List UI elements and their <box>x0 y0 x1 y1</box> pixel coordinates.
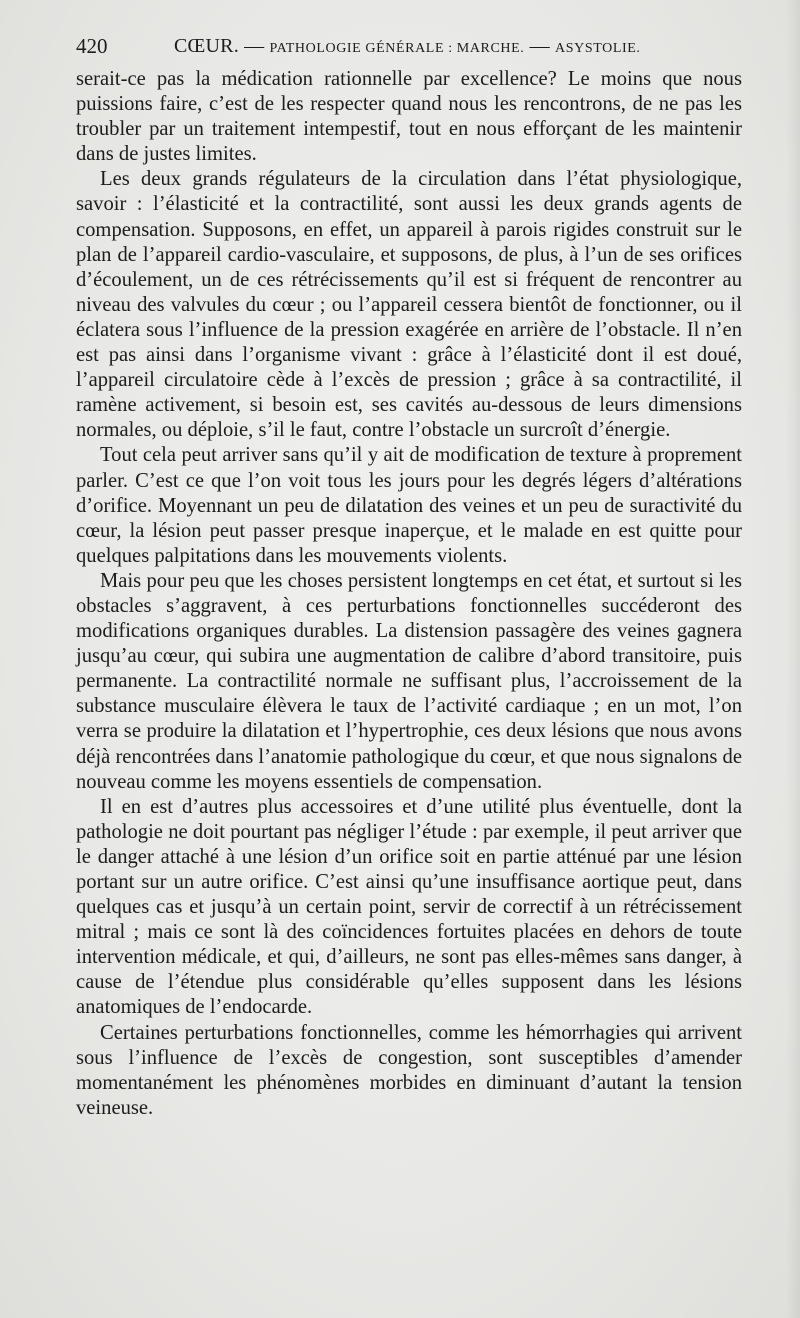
title-topic: ASYSTOLIE. <box>555 41 641 56</box>
body-text <box>76 67 742 1121</box>
paragraph: Certaines perturbations fonctionnelles, comme les hémorrhagies qui arrivent sous l’influence de l’excès de congestion, sont susceptibles d’amender momentanément les phénomènes morbides en diminuant d’autant la tension veineuse. <box>76 1021 742 1119</box>
paragraph: Tout cela peut arriver sans qu’il y ait de modification de texture à proprement parler. C’est ce que l’on voit tous les jours pour les degrés légers d’altérations d’orifice. Moyennant un peu de dilatation des veines et un peu de suractivité du cœur, la lésion peut passer presque inaperçue, et le malade en est quitte pour quelques palpitations dans les mouvements violents. <box>76 444 742 567</box>
title-section: PATHOLOGIE GÉNÉRALE : MARCHE. <box>269 41 525 56</box>
page-edge-shadow <box>786 0 800 1318</box>
title-separator: — <box>238 35 270 57</box>
paragraph: Mais pour peu que les choses persistent longtemps en cet état, et surtout si les obstacles s’aggravent, à ces perturbations fonctionnelles succéderont des modifications organiques durables. La distension passagère des veines gagnera jusqu’au cœur, qui subira une augmentation de calibre d’abord transitoire, puis permanente. La contractilité normale ne suffisant plus, l’accroissement de la substance musculaire élèvera le taux de l’activité cardiaque ; en un mot, l’on verra se produire la dilatation et l’hypertrophie, ces deux lésions que nous avons déjà rencontrées dans l’anatomie pathologique du cœur, et que nous signalons de nouveau comme les moyens essentiels de compensation. <box>76 569 742 793</box>
paragraph-continued: serait-ce pas la médication rationnelle par excellence? Le moins que nous puissions faire, c’est de les respecter quand nous les rencontrons, de ne pas les troubler par un traitement intempestif, tout en nous efforçant de les maintenir dans de justes limites. <box>76 68 742 166</box>
title-separator: — <box>524 35 556 57</box>
page-number: 420 <box>76 34 108 58</box>
title-main: CŒUR. <box>174 35 239 57</box>
paragraph: Les deux grands régulateurs de la circulation dans l’état physiologique, savoir : l’élasticité et la contractilité, sont aussi les deux grands agents de compensation. Supposons, en effet, un appareil à parois rigides construit sur le plan de l’appareil cardio-vasculaire, et supposons, de plus, à l’un de ses orifices d’écoulement, un de ces rétrécissements qu’il est si fréquent de rencontrer au niveau des valvules du cœur ; ou l’appareil cessera bientôt de fonctionner, ou il éclatera sous l’influence de la pression exagérée en arrière de l’obstacle. Il n’en est pas ainsi dans l’organisme vivant : grâce à l’élasticité dont il est doué, l’appareil circulatoire cède à l’excès de pression ; grâce à sa contractilité, il ramène activement, si besoin est, ses cavités au-dessous de leurs dimensions normales, ou déploie, s’il le faut, contre l’obstacle un surcroît d’énergie. <box>76 168 742 442</box>
paragraph: Il en est d’autres plus accessoires et d’une utilité plus éventuelle, dont la pathologie ne doit pourtant pas négliger l’étude : par exemple, il peut arriver que le danger attaché à une lésion d’un orifice soit en partie atténué par une lésion portant sur un autre orifice. C’est ainsi qu’une insuffisance aortique peut, dans quelques cas et jusqu’à un certain point, servir de correctif à un rétrécissement mitral ; mais ce sont là des coïncidences fortuites placées en dehors de toute intervention médicale, et qui, d’ailleurs, ne sont pas elles-mêmes sans danger, à cause de l’étendue plus considérable qu’elles supposent dans les lésions anatomiques de l’endocarde. <box>76 795 742 1019</box>
running-title <box>174 32 640 63</box>
running-head <box>76 32 736 60</box>
